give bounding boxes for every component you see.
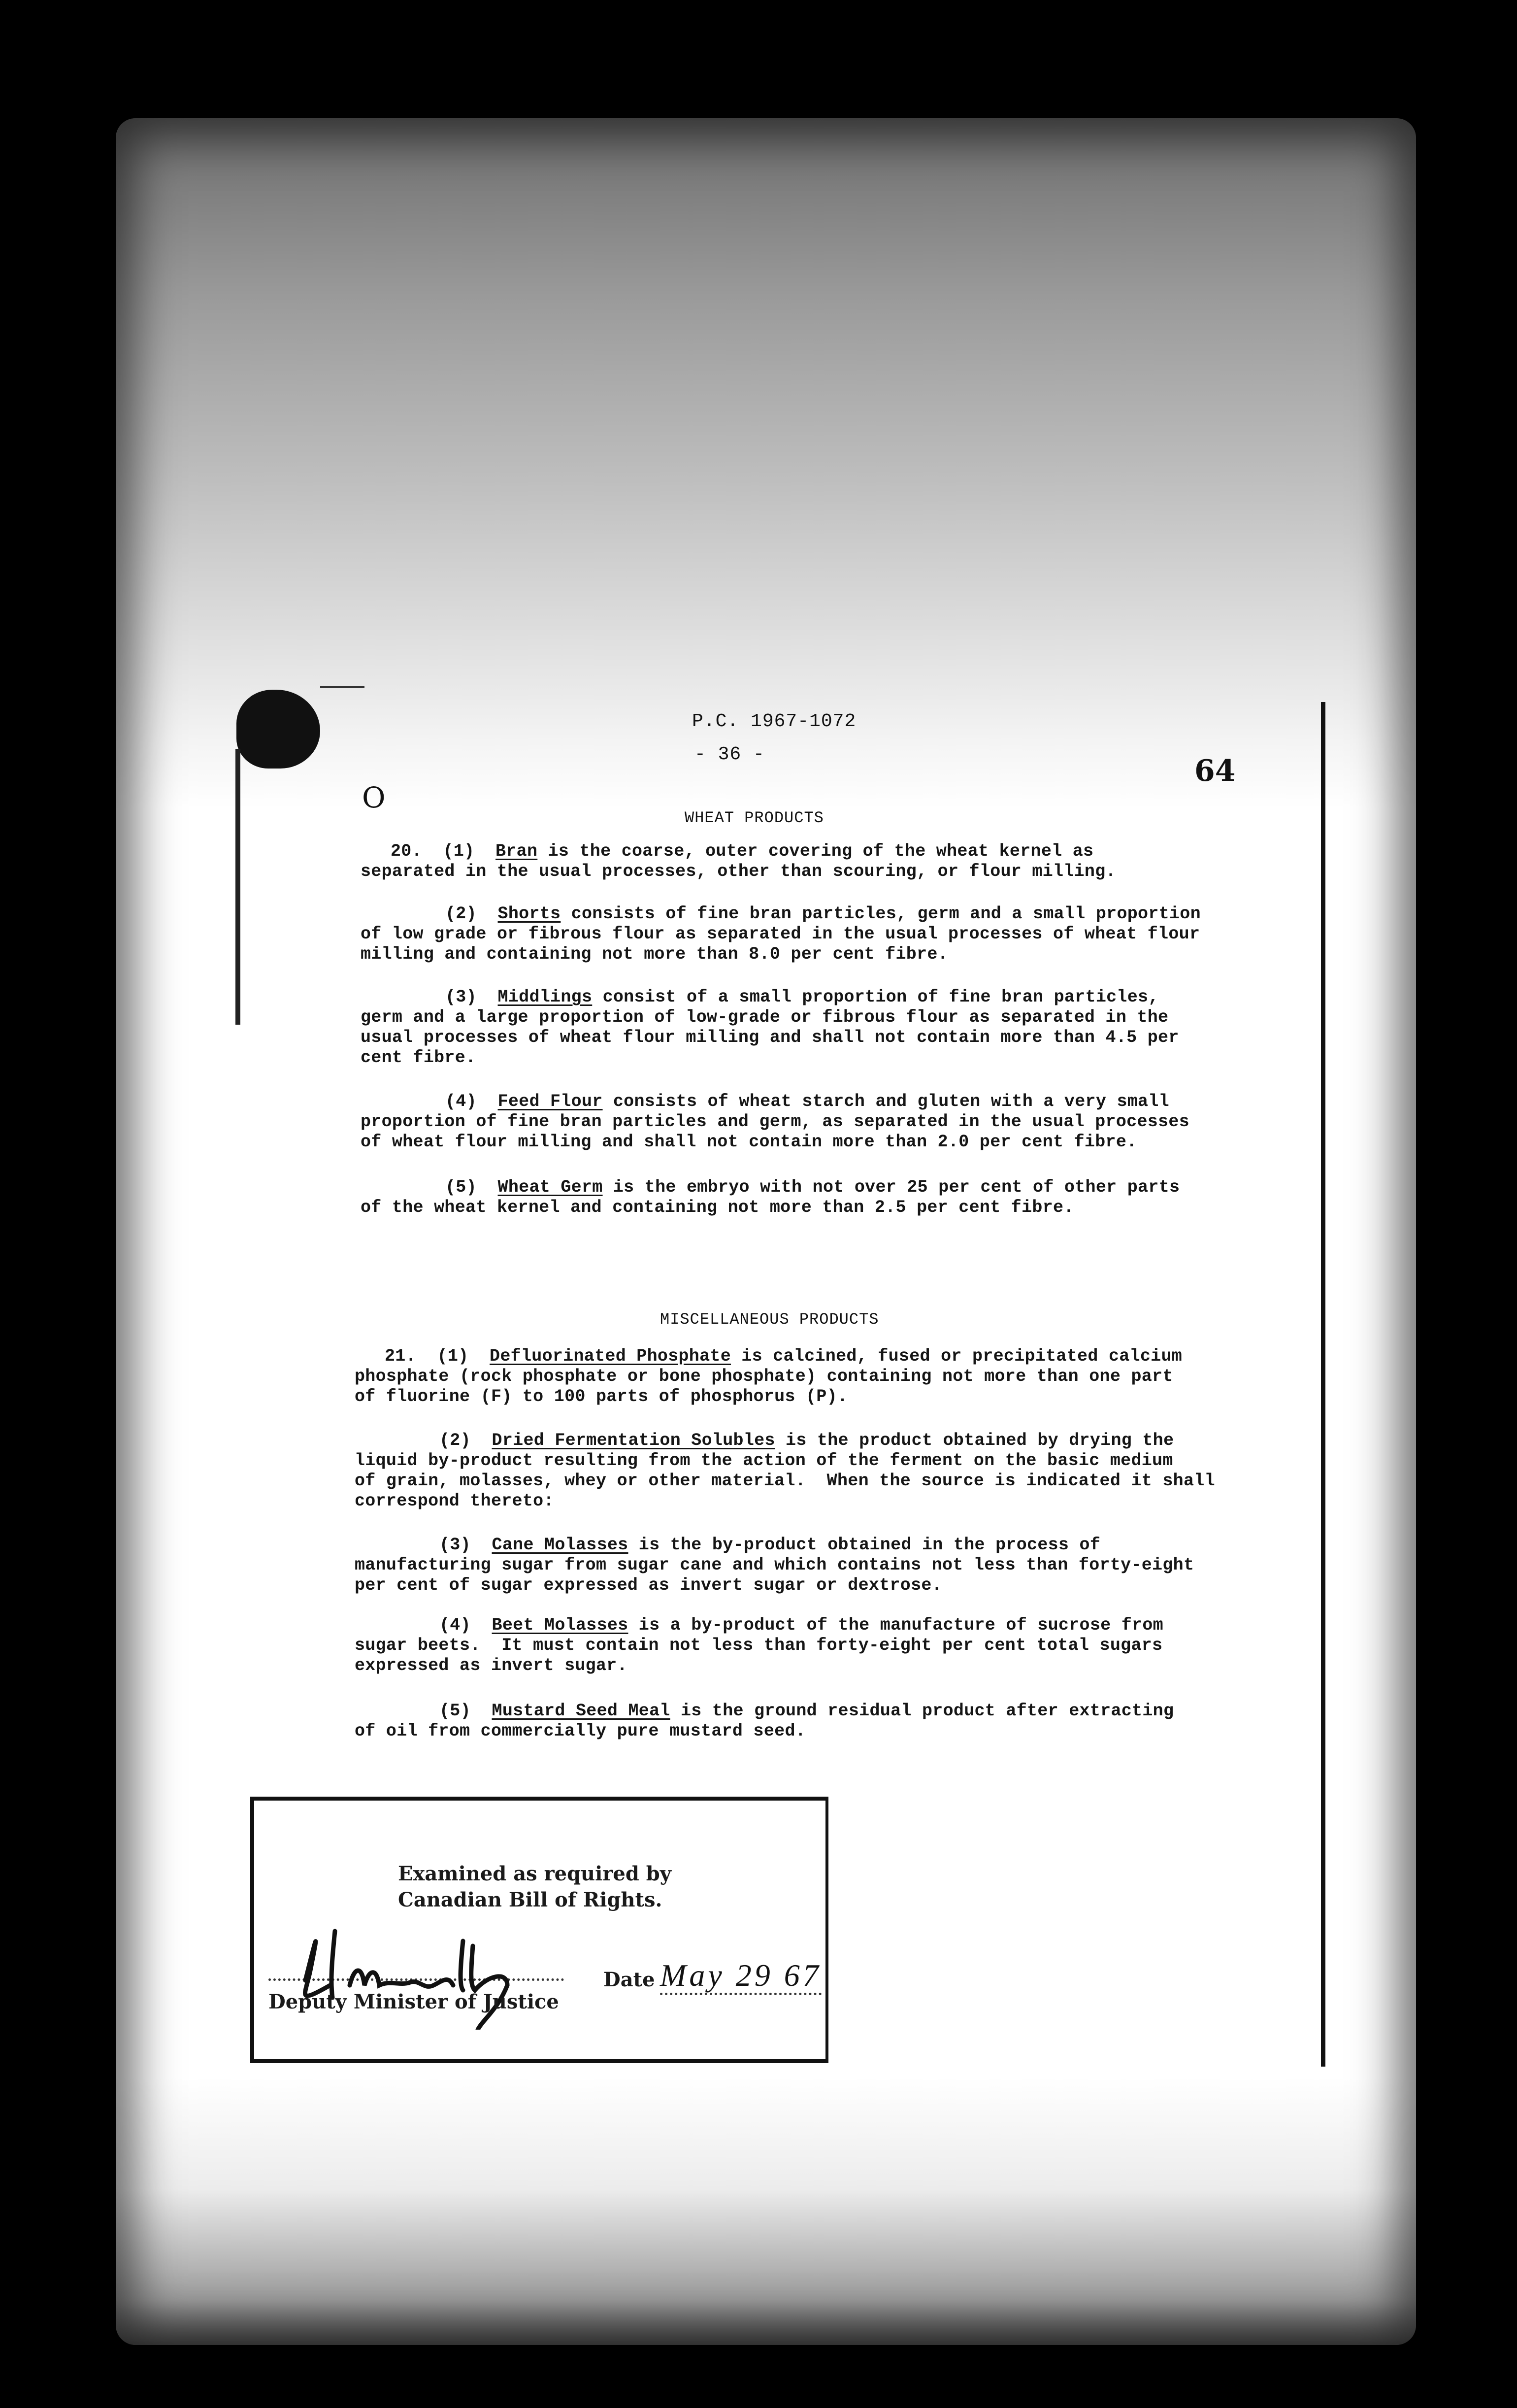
paragraph [361, 1177, 1180, 1218]
scan-edge-mark [235, 749, 240, 1025]
paragraph-number: (4) [439, 1615, 492, 1635]
section-heading-miscellaneous-products: MISCELLANEOUS PRODUCTS [660, 1310, 879, 1329]
defined-term: Beet Molasses [492, 1615, 628, 1635]
paragraph-line: proportion of fine bran particles and germ, as separated in the usual processes [361, 1112, 1189, 1132]
paragraph-first-line [355, 1346, 1182, 1367]
paragraph-number: (5) [445, 1177, 498, 1197]
defined-term: Defluorinated Phosphate [490, 1346, 731, 1366]
paragraph-line: of wheat flour milling and shall not contain more than 2.0 per cent fibre. [361, 1132, 1137, 1152]
paragraph-text: is the product obtained by drying the [775, 1431, 1174, 1450]
paragraph-first-line [355, 1701, 1174, 1721]
paragraph-line: correspond thereto: [355, 1491, 554, 1511]
date-label: Date [603, 1968, 655, 1991]
paragraph-line: of oil from commercially pure mustard seed. [355, 1721, 806, 1741]
paragraph-number: (2) [439, 1431, 492, 1450]
signer-title: Deputy Minister of Justice [268, 1990, 559, 2013]
paragraph [355, 1701, 1174, 1741]
paragraph-first-line [355, 1535, 1194, 1555]
paragraph-line: sugar beets. It must contain not less than forty-eight per cent total sugars [355, 1636, 1163, 1655]
paragraph-text: consists of fine bran particles, germ and a small proportion [561, 904, 1201, 924]
paragraph [355, 1615, 1163, 1676]
paragraph-line: of low grade or fibrous flour as separated in the usual processes of wheat flour [361, 924, 1200, 944]
paragraph [361, 904, 1201, 965]
paragraph-line: separated in the usual processes, other than scouring, or flour milling. [361, 862, 1116, 881]
paragraph-number: 20. (1) [391, 841, 496, 861]
paragraph-line: cent fibre. [361, 1048, 476, 1068]
paragraph [361, 841, 1116, 882]
paragraph-text: is the embryo with not over 25 per cent of other parts [602, 1177, 1180, 1197]
paragraph-first-line [361, 987, 1179, 1007]
paragraph-number: (4) [445, 1092, 498, 1111]
paragraph-number: (3) [439, 1535, 492, 1555]
handwritten-date: May 29 67 [660, 1958, 822, 1995]
paragraph [361, 1092, 1189, 1152]
order-number: P.C. 1967-1072 [692, 711, 857, 732]
paragraph-number: 21. (1) [385, 1346, 490, 1366]
paragraph-text: is the coarse, outer covering of the wheat kernel as [537, 841, 1094, 861]
defined-term: Cane Molasses [492, 1535, 628, 1555]
defined-term: Shorts [497, 904, 561, 924]
defined-term: Wheat Germ [497, 1177, 603, 1197]
paragraph [355, 1346, 1182, 1407]
paragraph-line: of grain, molasses, whey or other material. When the source is indicated it shall [355, 1471, 1215, 1491]
paragraph-first-line [361, 904, 1201, 924]
paragraph [355, 1431, 1215, 1511]
paragraph-line: of fluorine (F) to 100 parts of phosphorus (P). [355, 1387, 848, 1406]
stamped-folio-number: 64 [1194, 754, 1236, 788]
section-heading-wheat-products: WHEAT PRODUCTS [685, 809, 824, 827]
paragraph-number: (2) [445, 904, 498, 924]
paragraph-text: consists of wheat starch and gluten with a very small [602, 1092, 1169, 1111]
paragraph-number: (5) [439, 1701, 492, 1721]
paragraph-text: is the ground residual product after extracting [670, 1701, 1174, 1721]
paragraph-text: consist of a small proportion of fine bran particles, [592, 987, 1159, 1007]
defined-term: Middlings [497, 987, 593, 1007]
paragraph-line: milling and containing not more than 8.0 per cent fibre. [361, 944, 948, 964]
paragraph-line: germ and a large proportion of low-grade or fibrous flour as separated in the [361, 1007, 1169, 1027]
defined-term: Mustard Seed Meal [492, 1701, 670, 1721]
paragraph-text: is the by-product obtained in the process of [628, 1535, 1101, 1555]
paragraph-line: liquid by-product resulting from the action of the ferment on the basic medium [355, 1451, 1173, 1471]
paragraph-first-line [355, 1431, 1215, 1451]
paragraph-text: is a by-product of the manufacture of sucrose from [628, 1615, 1163, 1635]
paragraph-line: phosphate (rock phosphate or bone phosphate) containing not more than one part [355, 1367, 1173, 1386]
paragraph [355, 1535, 1194, 1596]
page-number: - 36 - [694, 744, 765, 765]
defined-term: Bran [495, 841, 538, 861]
paragraph-first-line [355, 1615, 1163, 1636]
page-edge-line [1321, 702, 1325, 2067]
stamp-text-line-2: Canadian Bill of Rights. [398, 1888, 662, 1911]
paragraph-number: (3) [445, 987, 498, 1007]
paragraph-line: manufacturing sugar from sugar cane and which contains not less than forty-eight [355, 1555, 1194, 1575]
scan-edge-mark [320, 686, 364, 688]
paragraph-first-line [361, 841, 1116, 862]
paragraph-line: of the wheat kernel and containing not more than 2.5 per cent fibre. [361, 1198, 1074, 1217]
paragraph-first-line [361, 1092, 1189, 1112]
paragraph-line: expressed as invert sugar. [355, 1656, 627, 1675]
margin-hole-mark: O [362, 781, 386, 814]
paragraph-line: per cent of sugar expressed as invert sugar or dextrose. [355, 1575, 942, 1595]
paragraph [361, 987, 1179, 1068]
paragraph-line: usual processes of wheat flour milling and shall not contain more than 4.5 per [361, 1028, 1179, 1047]
defined-term: Feed Flour [497, 1092, 603, 1111]
defined-term: Dried Fermentation Solubles [492, 1431, 775, 1450]
paragraph-text: is calcined, fused or precipitated calcium [731, 1346, 1183, 1366]
paragraph-first-line [361, 1177, 1180, 1198]
stamp-text-line-1: Examined as required by [398, 1862, 671, 1885]
